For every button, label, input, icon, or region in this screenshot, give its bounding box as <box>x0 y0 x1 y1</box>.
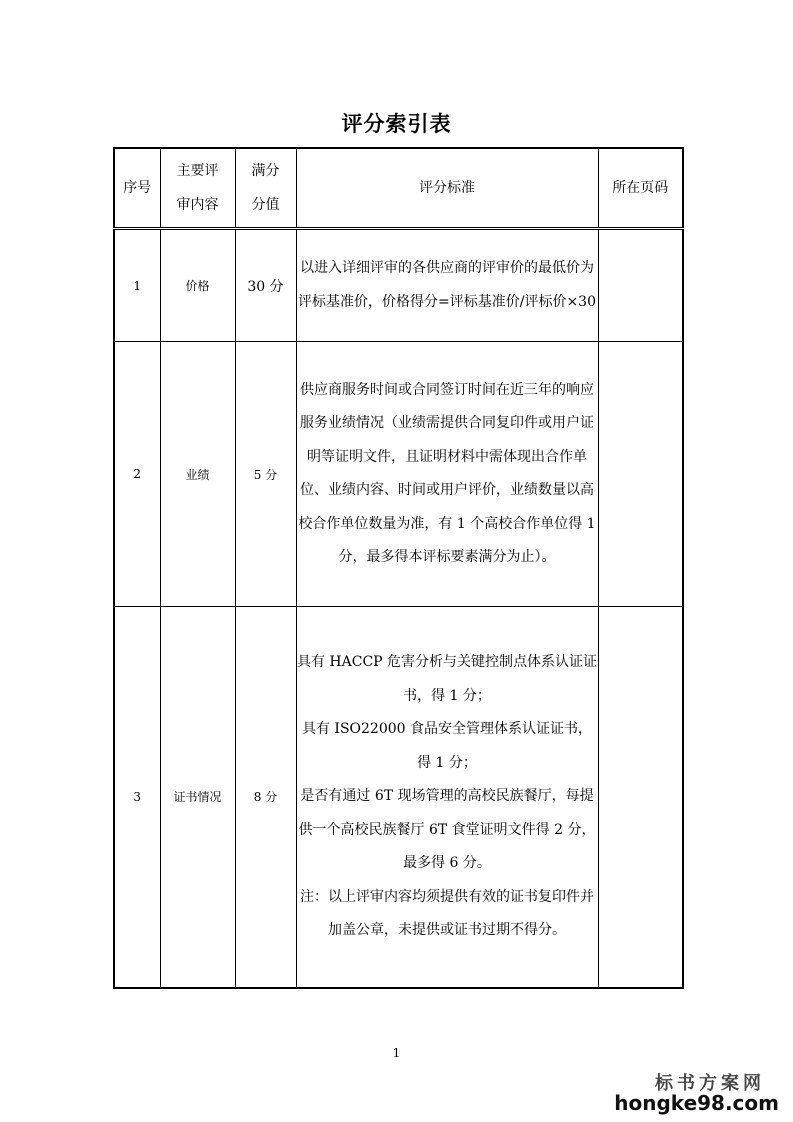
table-row <box>114 342 683 607</box>
criteria-paragraph: 具有 HACCP 危害分析与关键控制点体系认证证书，得 1 分； <box>296 654 598 704</box>
criteria-paragraph: 注：以上评审内容均须提供有效的证书复印件并加盖公章，未提供或证书过期不得分。 <box>300 888 594 938</box>
row-page-number <box>598 229 683 342</box>
row-scoring-criteria <box>296 607 598 988</box>
scoring-index-table <box>113 147 684 989</box>
criteria-paragraph: 具有 ISO22000 食品安全管理体系认证证书，得 1 分； <box>301 721 593 771</box>
header-page-number: 所在页码 <box>598 148 683 229</box>
row-full-score: 5 分 <box>235 342 296 607</box>
page-title: 评分索引表 <box>341 111 452 136</box>
row-page-number <box>598 607 683 988</box>
criteria-paragraph: 供应商服务时间或合同签订时间在近三年的响应服务业绩情况（业绩需提供合同复印件或用户证明等证明文件，且证明材料中需体现出合作单位、业绩内容、时间或用户评价，业绩数量以高校合作单位数量为准，有 1 个高校合作单位得 1 分，最多得本评标要素满分为止）。 <box>298 381 596 565</box>
watermark-site-url: hongke98.com <box>614 1091 779 1115</box>
header-review-content <box>160 148 235 229</box>
table-row <box>114 607 683 988</box>
row-full-score: 8 分 <box>235 607 296 988</box>
row-serial-number: 3 <box>114 607 160 988</box>
page-number: 1 <box>392 1046 401 1060</box>
header-scoring-criteria: 评分标准 <box>296 148 598 229</box>
header-full-score-line2: 分值 <box>251 197 280 213</box>
row-serial-number: 1 <box>114 229 160 342</box>
table-header-row <box>114 148 683 229</box>
criteria-paragraph: 以进入详细评审的各供应商的评审价的最低价为评标基准价，价格得分=评标基准价/评标价×30 <box>298 260 596 310</box>
watermark-site-name: 标书方案网 <box>655 1073 765 1094</box>
row-review-content: 价格 <box>160 229 235 342</box>
header-serial-number: 序号 <box>114 148 160 229</box>
row-scoring-criteria <box>296 229 598 342</box>
header-full-score <box>235 148 296 229</box>
header-full-score-line1: 满分 <box>251 163 280 179</box>
header-review-content-line1: 主要评 <box>176 163 219 179</box>
header-review-content-line2: 审内容 <box>176 197 219 213</box>
table-row <box>114 229 683 342</box>
criteria-paragraph: 是否有通过 6T 现场管理的高校民族餐厅，每提供一个高校民族餐厅 6T 食堂证明文件得 2 分，最多得 6 分。 <box>298 788 596 871</box>
row-page-number <box>598 342 683 607</box>
row-full-score: 30 分 <box>235 229 296 342</box>
row-scoring-criteria <box>296 342 598 607</box>
row-serial-number: 2 <box>114 342 160 607</box>
row-review-content: 证书情况 <box>160 607 235 988</box>
row-review-content: 业绩 <box>160 342 235 607</box>
